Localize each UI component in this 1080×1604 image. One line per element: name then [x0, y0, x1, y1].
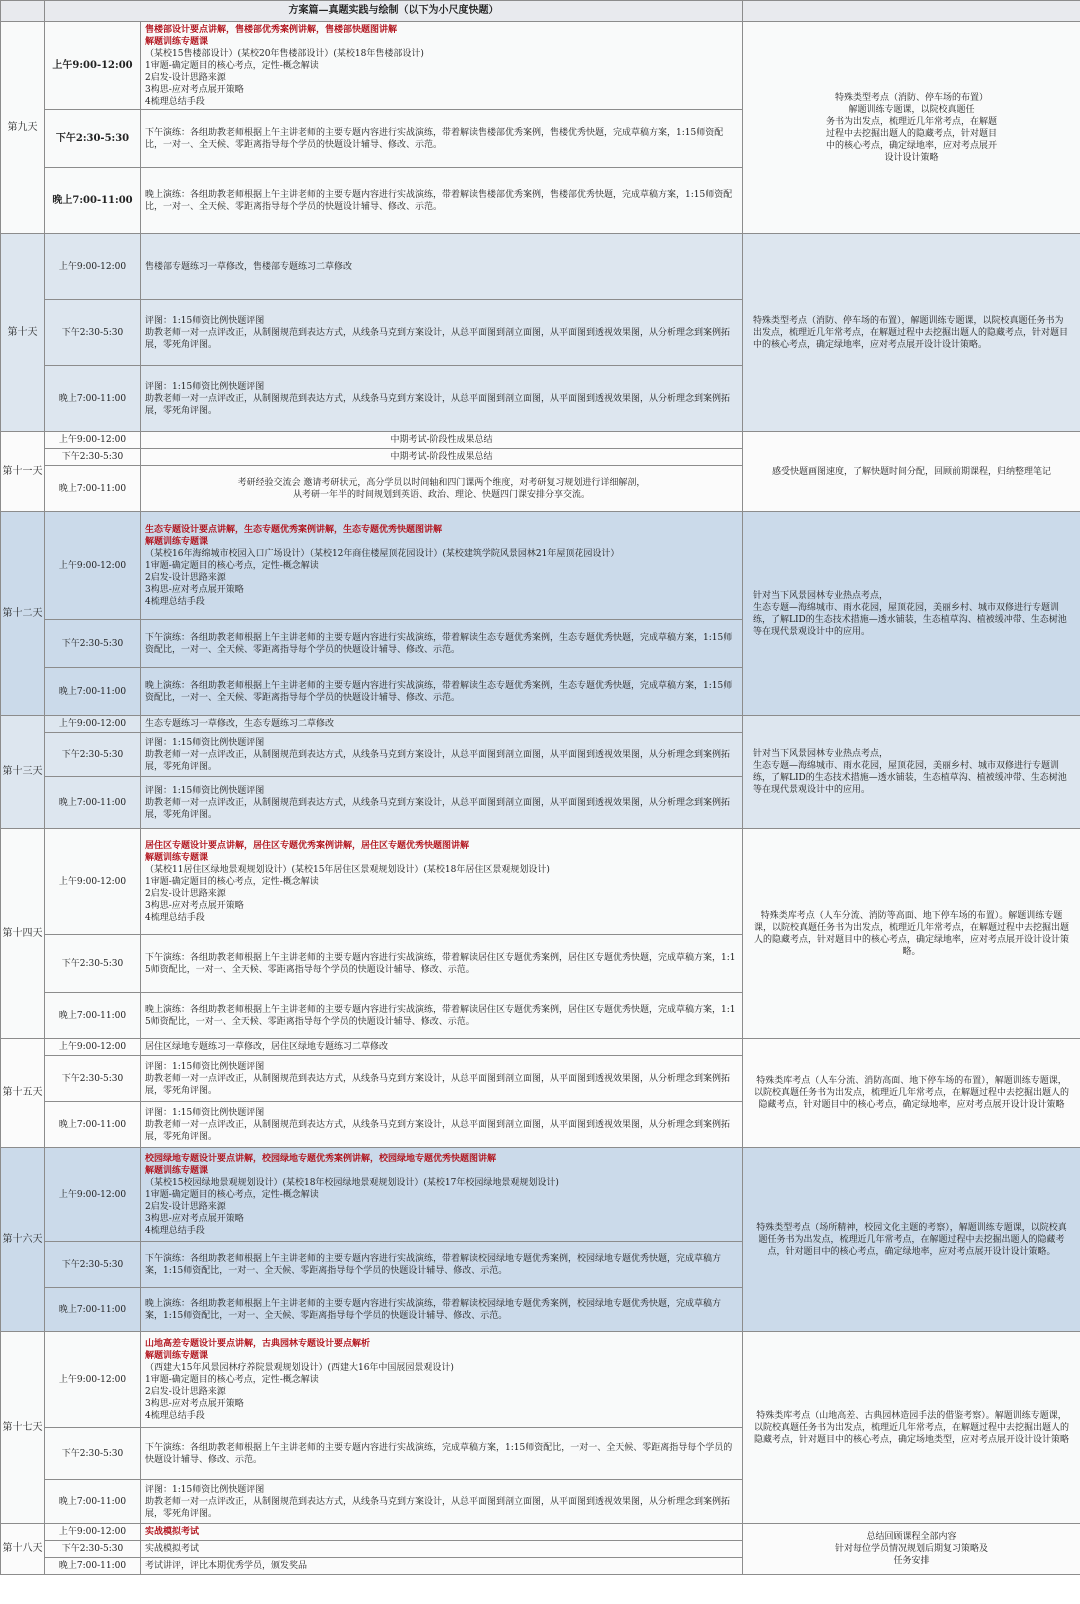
session-content: [141, 168, 743, 234]
session-time: 上午9:00-12:00: [45, 1332, 141, 1428]
session-content: [141, 993, 743, 1039]
session-text: 下午演练：各组助教老师根据上午主讲老师的主要专题内容进行实战演练，带着解读生态专题优秀案例，生态专题优秀快题，完成草稿方案，1:15师资配比，一对一、全天候、零距离指导每个学员的快题设计辅导、修改、示范。: [145, 632, 733, 655]
day-label: 第十六天: [1, 1148, 45, 1332]
session-text: 晚上演练：各组助教老师根据上午主讲老师的主要专题内容进行实战演练，带着解读校园绿地专题优秀案例，校园绿地专题优秀快题，完成草稿方案，1:15师资配比，一对一、全天候、零距离指导每个学员的快题设计辅导、修改、示范。: [145, 1298, 722, 1321]
day-note: 针对当下风景园林专业热点考点， 生态专题—海绵城市、雨水花园，屋顶花园，美丽乡村、城市双修进行专题训练，了解LID的生态技术措施—透水铺装，生态植草沟、植被缓冲带、生态树池等在现代景观设计中的应用。: [743, 716, 1080, 829]
session-content: [141, 1332, 743, 1428]
session-time: 下午2:30-5:30: [45, 733, 141, 777]
day-note: 特殊类型考点（消防、停车场的布置） 解题训练专题课，以院校真题任 务书为出发点，梳理近几年常考点，在解题 过程中去挖掘出题人的隐藏考点，针对题目 中的核心考点，确定绿地率，应对考点展开 设计设计策略: [743, 22, 1080, 234]
session-content: [141, 512, 743, 620]
day-label: 第十八天: [1, 1524, 45, 1575]
session-text: 下午演练：各组助教老师根据上午主讲老师的主要专题内容进行实战演练，完成草稿方案，1:15师资配比，一对一、全天候、零距离指导每个学员的快题设计辅导、修改、示范。: [145, 1442, 733, 1465]
session-headline: 居住区专题设计要点讲解，居住区专题优秀案例讲解，居住区专题优秀快题图讲解 解题训练专题课: [145, 840, 470, 863]
session-content: [141, 22, 743, 110]
session-content: [141, 668, 743, 716]
session-time: 下午2:30-5:30: [45, 935, 141, 993]
schedule-row: [1, 22, 1080, 110]
session-time: 晚上7:00-11:00: [45, 1558, 141, 1575]
session-text: 评图：1:15师资比例快题评图 助教老师一对一点评改正，从制图规范到表达方式，从线条马克到方案设计，从总平面图到剖立面图，从平面图到透视效果图，从分析理念到案例拓展，零死角评图。: [145, 1061, 731, 1096]
session-content: [141, 1524, 743, 1541]
day-note: 特殊类型考点（场所精神，校园文化主题的考察），解题训练专题课，以院校真题任务书为出发点，梳理近几年常考点，在解题过程中去挖掘出题人的隐藏考点，针对题目中的核心考点，确定绿地率，应对考点展开设计设计策略。: [743, 1148, 1080, 1332]
session-text: 下午演练：各组助教老师根据上午主讲老师的主要专题内容进行实战演练，带着解读售楼部优秀案例，售楼优秀快题，完成草稿方案，1:15师资配比，一对一、全天候、零距离指导每个学员的快题设计辅导、修改、示范。: [145, 127, 724, 150]
session-time: 晚上7:00-11:00: [45, 668, 141, 716]
session-content: [141, 366, 743, 432]
session-time: 晚上7:00-11:00: [45, 1480, 141, 1524]
schedule-row: [1, 1524, 1080, 1541]
session-text: （西建大15年风景园林疗养院景观规划设计）(西建大16年中国展园景观设计) 1审题-确定题目的核心考点，定性-概念解读 2启发-设计思路来源 3构思-应对考点展开策略 4梳理总结手段: [145, 1362, 454, 1421]
session-content: [141, 1102, 743, 1148]
session-time: 下午2:30-5:30: [45, 1242, 141, 1288]
day-label: 第十四天: [1, 829, 45, 1039]
schedule-row: [1, 829, 1080, 935]
session-content: [141, 1242, 743, 1288]
session-time: 下午2:30-5:30: [45, 1428, 141, 1480]
session-time: 上午9:00-12:00: [45, 1039, 141, 1056]
session-time: 上午9:00-12:00: [45, 234, 141, 300]
session-content: [141, 1056, 743, 1102]
session-text: 生态专题练习一草修改，生态专题练习二草修改: [145, 719, 335, 729]
session-text: 考试讲评，评比本期优秀学员，颁发奖品: [145, 1561, 308, 1571]
session-time: 上午9:00-12:00: [45, 1148, 141, 1242]
session-content: [141, 1428, 743, 1480]
session-content: [141, 829, 743, 935]
session-content: [141, 466, 743, 512]
session-time: 晚上7:00-11:00: [45, 1102, 141, 1148]
day-note: 特殊类库考点（人车分流、消防高面、地下停车场的布置），解题训练专题课，以院校真题任务书为出发点，梳理近几年常考点，在解题过程中去挖掘出题人的隐藏考点，针对题目中的核心考点，确定绿地率，应对考点展开设计设计策略: [743, 1039, 1080, 1148]
session-time: 下午2:30-5:30: [45, 300, 141, 366]
session-text: 评图：1:15师资比例快题评图 助教老师一对一点评改正，从制图规范到表达方式，从线条马克到方案设计，从总平面图到剖立面图，从平面图到透视效果图，从分析理念到案例拓展，零死角评图。: [145, 1107, 731, 1142]
day-label: 第九天: [1, 22, 45, 234]
header-spacer: [1, 1, 45, 22]
session-text: 评图：1:15师资比例快题评图 助教老师一对一点评改正，从制图规范到表达方式，从线条马克到方案设计，从总平面图到剖立面图，从平面图到透视效果图，从分析理念到案例拓展，零死角评图。: [145, 785, 731, 820]
day-note: 特殊类库考点（人车分流、消防等高面、地下停车场的布置）。解题训练专题课，以院校真题任务书为出发点，梳理近几年常考点，在解题过程中去挖掘出题人的隐藏考点，针对题目中的核心考点，确定绿地率，应对考点展开设计设计策略。: [743, 829, 1080, 1039]
session-content: [141, 1039, 743, 1056]
session-content: [141, 1148, 743, 1242]
session-text: 居住区绿地专题练习一草修改，居住区绿地专题练习二草修改: [145, 1042, 389, 1052]
session-text: 考研经验交流会 邀请考研状元，高分学员以时间轴和四门课两个维度，对考研复习规划进行详细解剖， 从考研一年半的时间规划到英语、政治、理论、快题四门课安排分享交流。: [237, 477, 646, 500]
session-content: [141, 1558, 743, 1575]
session-headline: 生态专题设计要点讲解，生态专题优秀案例讲解，生态专题优秀快题图讲解 解题训练专题课: [145, 524, 443, 547]
day-label: 第十一天: [1, 432, 45, 512]
session-content: [141, 620, 743, 668]
session-content: [141, 777, 743, 829]
session-headline: 实战模拟考试: [145, 1527, 200, 1537]
session-content: [141, 716, 743, 733]
session-time: 下午2:30-5:30: [45, 620, 141, 668]
session-time: 晚上7:00-11:00: [45, 366, 141, 432]
session-content: [141, 234, 743, 300]
session-time: 上午9:00-12:00: [45, 829, 141, 935]
session-text: （某校16年海绵城市校园入口广场设计）（某校12年商住楼屋顶花园设计）(某校建筑学院风景园林21年屋顶花园设计） 1审题-确定题目的核心考点，定性-概念解读 2启发-设计思路来源 3构思-应对考点展开策略 4梳理总结手段: [145, 548, 620, 607]
day-label: 第十三天: [1, 716, 45, 829]
schedule-row: [1, 1039, 1080, 1056]
session-text: （某校15售楼部设计）(某校20年售楼部设计）(某校18年售楼部设计) 1审题-确定题目的核心考点，定性-概念解读 2启发-设计思路来源 3构思-应对考点展开策略 4梳理总结手段: [145, 48, 424, 107]
day-label: 第十五天: [1, 1039, 45, 1148]
schedule-body: [1, 1, 1080, 1575]
session-time: 晚上7:00-11:00: [45, 466, 141, 512]
session-time: 下午2:30-5:30: [45, 1056, 141, 1102]
header-row: [1, 1, 1080, 22]
session-text: 下午演练：各组助教老师根据上午主讲老师的主要专题内容进行实战演练，带着解读居住区专题优秀案例，居住区专题优秀快题，完成草稿方案，1:15师资配比，一对一、全天候、零距离指导每个学员的快题设计辅导、修改、示范。: [145, 952, 736, 975]
day-note: 针对当下风景园林专业热点考点， 生态专题—海绵城市、雨水花园，屋顶花园，美丽乡村、城市双修进行专题训练，了解LID的生态技术措施—透水铺装，生态植草沟、植被缓冲带、生态树池等在现代景观设计中的应用。: [743, 512, 1080, 716]
schedule-row: [1, 1148, 1080, 1242]
session-headline: 校园绿地专题设计要点讲解，校园绿地专题优秀案例讲解，校园绿地专题优秀快题图讲解 解题训练专题课: [145, 1153, 497, 1176]
session-text: 评图：1:15师资比例快题评图 助教老师一对一点评改正，从制图规范到表达方式，从线条马克到方案设计，从总平面图到剖立面图，从平面图到透视效果图，从分析理念到案例拓展，零死角评图。: [145, 737, 731, 772]
session-text: 中期考试-阶段性成果总结: [390, 452, 493, 462]
session-text: 中期考试-阶段性成果总结: [390, 435, 493, 445]
session-text: 晚上演练：各组助教老师根据上午主讲老师的主要专题内容进行实战演练，带着解读生态专题优秀案例，生态专题优秀快题，完成草稿方案，1:15师资配比，一对一、全天候、零距离指导每个学员的快题设计辅导、修改、示范。: [145, 680, 733, 703]
session-time: 晚上7:00-11:00: [45, 168, 141, 234]
session-content: [141, 733, 743, 777]
session-content: [141, 449, 743, 466]
page-title: 方案篇—真题实践与绘制（以下为小尺度快题）: [45, 1, 743, 22]
session-text: 售楼部专题练习一草修改，售楼部专题练习二草修改: [145, 261, 353, 272]
schedule-row: [1, 1332, 1080, 1428]
day-note: 总结回顾课程全部内容 针对每位学员情况规划后期复习策略及 任务安排: [743, 1524, 1080, 1575]
session-time: 晚上7:00-11:00: [45, 1288, 141, 1332]
day-note: 感受快题画图速度，了解快题时间分配，回顾前期课程，归纳整理笔记: [743, 432, 1080, 512]
session-text: （某校11居住区绿地景观规划设计）(某校15年居住区景观规划设计）(某校18年居住区景观规划设计) 1审题-确定题目的核心考点，定性-概念解读 2启发-设计思路来源 3构思-应对考点展开策略 4梳理总结手段: [145, 864, 550, 923]
session-content: [141, 1288, 743, 1332]
session-time: 上午9:00-12:00: [45, 1524, 141, 1541]
session-time: 上午9:00-12:00: [45, 716, 141, 733]
session-headline: 售楼部设计要点讲解，售楼部优秀案例讲解，售楼部快题图讲解 解题训练专题课: [145, 24, 398, 47]
session-time: 上午9:00-12:00: [45, 512, 141, 620]
session-text: 晚上演练：各组助教老师根据上午主讲老师的主要专题内容进行实战演练，带着解读售楼部优秀案例，售楼部优秀快题，完成草稿方案，1:15师资配比，一对一、全天候、零距离指导每个学员的快题设计辅导、修改、示范。: [145, 189, 733, 212]
session-text: 评图：1:15师资比例快题评图 助教老师一对一点评改正，从制图规范到表达方式，从线条马克到方案设计，从总平面图到剖立面图，从平面图到透视效果图，从分析理念到案例拓展，零死角评图。: [145, 1484, 731, 1519]
session-content: [141, 432, 743, 449]
session-headline: 山地高差专题设计要点讲解，古典园林专题设计要点解析 解题训练专题课: [145, 1338, 371, 1361]
session-text: 晚上演练：各组助教老师根据上午主讲老师的主要专题内容进行实战演练，带着解读居住区专题优秀案例，居住区专题优秀快题，完成草稿方案，1:15师资配比，一对一、全天候、零距离指导每个学员的快题设计辅导、修改、示范。: [145, 1004, 736, 1027]
schedule-row: [1, 234, 1080, 300]
session-text: 评图：1:15师资比例快题评图 助教老师一对一点评改正，从制图规范到表达方式，从线条马克到方案设计，从总平面图到剖立面图，从平面图到透视效果图，从分析理念到案例拓展，零死角评图。: [145, 315, 731, 350]
session-text: 评图：1:15师资比例快题评图 助教老师一对一点评改正，从制图规范到表达方式，从线条马克到方案设计，从总平面图到剖立面图，从平面图到透视效果图，从分析理念到案例拓展，零死角评图。: [145, 381, 731, 416]
session-time: 下午2:30-5:30: [45, 110, 141, 168]
session-time: 上午9:00-12:00: [45, 22, 141, 110]
session-content: [141, 1541, 743, 1558]
session-content: [141, 935, 743, 993]
session-time: 晚上7:00-11:00: [45, 777, 141, 829]
day-label: 第十二天: [1, 512, 45, 716]
session-content: [141, 1480, 743, 1524]
session-text: 实战模拟考试: [145, 1544, 200, 1554]
session-time: 下午2:30-5:30: [45, 1541, 141, 1558]
schedule-row: [1, 512, 1080, 620]
session-time: 晚上7:00-11:00: [45, 993, 141, 1039]
session-time: 下午2:30-5:30: [45, 449, 141, 466]
schedule-row: [1, 716, 1080, 733]
schedule-row: [1, 432, 1080, 449]
session-text: （某校15校园绿地景观规划设计）(某校18年校园绿地景观规划设计）(某校17年校园绿地景观规划设计) 1审题-确定题目的核心考点，定性-概念解读 2启发-设计思路来源 3构思-应对考点展开策略 4梳理总结手段: [145, 1177, 559, 1236]
day-label: 第十天: [1, 234, 45, 432]
day-note: 特殊类库考点（山地高差、古典园林造园手法的借鉴考察）。解题训练专题课，以院校真题任务书为出发点，梳理近几年常考点，在解题过程中去挖掘出题人的隐藏考点，针对题目中的核心考点，确定场地类型，应对考点展开设计设计策略: [743, 1332, 1080, 1524]
day-label: 第十七天: [1, 1332, 45, 1524]
session-content: [141, 110, 743, 168]
session-time: 上午9:00-12:00: [45, 432, 141, 449]
session-text: 下午演练：各组助教老师根据上午主讲老师的主要专题内容进行实战演练，带着解读校园绿地专题优秀案例，校园绿地专题优秀快题，完成草稿方案，1:15师资配比，一对一、全天候、零距离指导每个学员的快题设计辅导、修改、示范。: [145, 1253, 722, 1276]
session-content: [141, 300, 743, 366]
header-right: [743, 1, 1080, 22]
day-note: 特殊类型考点（消防、停车场的布置），解题训练专题课，以院校真题任务书为出发点，梳理近几年常考点，在解题过程中去挖掘出题人的隐藏考点，针对题目中的核心考点，确定绿地率，应对考点展开设计设计策略。: [743, 234, 1080, 432]
